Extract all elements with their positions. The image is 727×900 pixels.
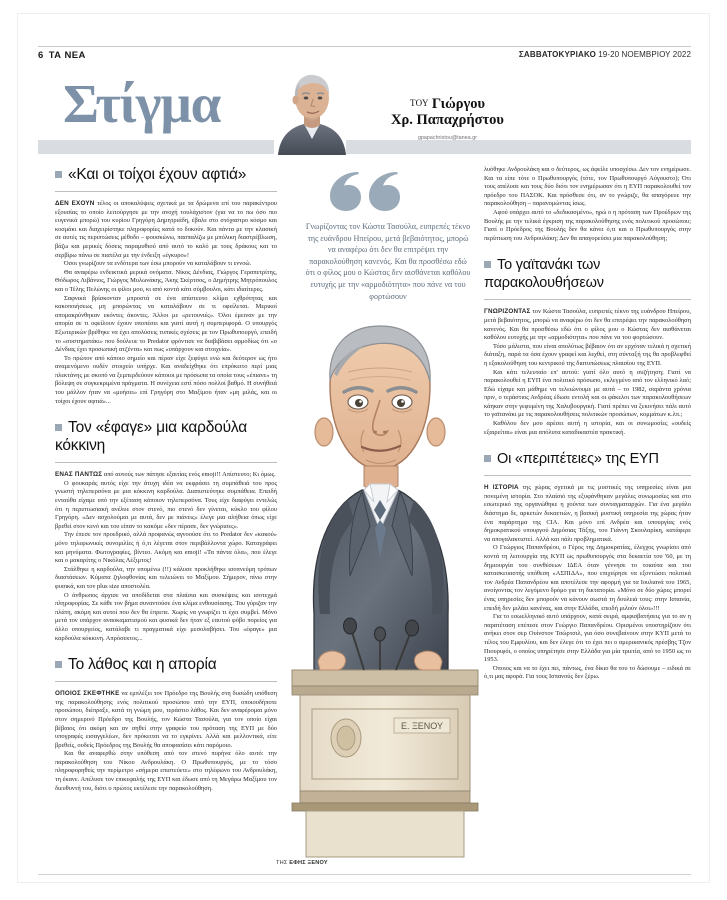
- paragraph-text: της χώρας σχετικά με τις μυστικές της υπηρεσίες είναι μια πονεμένη ιστορία. Στο πλαίσιό της εξυφάνθηκαν μεγάλες συνωμοσίες και στο εσωτερικό της οργανώθηκε η χούντα των συνταγματαρχών. Για ένα μεγάλο διάστημα δε, αρκετών δεκαετιών, η βασική μυστική υπηρεσία της χώρας ήταν ένα παράρτημα της CIA. Και μόνο επί Ανδρέα και υπουργίας ενός δημοκρατικού υπουργού Δημόσιας Τάξης, του Γιάννη Σκουλαρίκη, κατάφερε να απογαλακτιστεί. Αλλά και πάλι προβληματικά.: [484, 484, 691, 543]
- editorial-illustration: [290, 314, 480, 859]
- headline-rule: [484, 299, 691, 300]
- paragraph-text: τον Κώστα Τασούλα, ευπρεπές τέκνο της ευάνδρου Ηπείρου, μετά βεβαιότητος, μπορώ να αναφέρω ότι δεν θα επιτρέψει την παρακολούθηση κανενός. Και θα προσθέσω εδώ ότι ο φίλος μου ο Κώστας δεν αισθάνεται καθόλου ευτυχής με την «αρμοδιότητα» που πάνε να του φορτώσουν.: [484, 308, 691, 342]
- headline-rule: [55, 462, 277, 463]
- square-bullet-icon: [484, 455, 491, 462]
- paragraph: [484, 343, 691, 369]
- paragraph: [55, 200, 277, 260]
- paragraph-text: να εμπλέξει τον Πρόεδρο της Βουλής στη δυσώδη υπόθεση της παρακολούθησης ενός πολιτικού προσώπου από την ΕΥΠ, οποιουδήποτε προσώπου, διέπραξε, κατά τη γνώμη μου, τεράστιο λάθος. Και δεν αναφέρομαι μόνο στον σημερινό Πρόεδρο της Βουλής, τον Κώστα Τασούλα, για τον οποίο είχαι βέβαιος ότι ακόμη και αν σηθεί στην γραφείο του πρόταση της ΕΥΠ με δύο υπογραφές εισαγγελέων, δεν πρόκειται να το εγκρίνει. Αλλά και μελλοντικά, είτε βρεθείς, ουδείς Πρόεδρος της Βουλής θα αποφασίσει κάτι παρόμοιο.: [55, 690, 278, 749]
- column-left: [55, 166, 277, 806]
- byline: [370, 96, 525, 141]
- paragraph-text: Αφού υπάρχει αυτό το «δεδικασμένο», ηρώ ο η πρόταση των Προέδρων της Βουλής με την τελικά έγκριση της παρακολούθησης ενός πολιτικού προσώπου; Γιατί ο Πρόεδρος της Βουλής δεν θα κάνει ό,τι και ο Πρωθυπουργός στην περίπτωση του Ανδρουλάκη; Δεν θα απαγορεύσει μια παρακολούθηση;: [484, 208, 691, 242]
- dateline-date: 19-20 ΝΟΕΜΒΡΙΟΥ 2022: [598, 50, 691, 59]
- article-section: [55, 656, 277, 793]
- paragraph-text: Τόσο μάλιστα, που είναι απολύτως βέβαιον ότι αν ερχόταν τελικά η σχετική διάταξη, παρά τα όσα έχουν γραφεί και λεχθεί, στη σύνταξή της θα προβλεφθεί η εξακολούθηση του κεντρικού της διατυπώσεως πλαισίου της ΕΥΠ.: [484, 342, 691, 367]
- paragraph-text: από αυτούς των πάτησε εξαιτίας ενός emoji!! Απίστευτο; Κι όμως.: [102, 471, 276, 479]
- paragraph-text: Καθόλου δεν μου αρέσει αυτή η ιστορία, και οι συνωμοσίες «ουδείς εξαιρείται» είναι μια απόλυτα καταδικαστέα πρακτική.: [484, 420, 691, 436]
- paragraph: [484, 665, 691, 682]
- paragraph: [484, 484, 691, 544]
- headline-text: Το λάθος και η απορία: [68, 656, 217, 674]
- paragraph-text: Σαφνικά βρίσκονταν μπροστά σε ένα απίστευτο κλίμα εχθρότητας και κακοποιήσεως μη μπορώντας να καταλάβουν σε τι οφείλεται. Μερικοί απομακρύνθηκαν εκόντες άκοντες. Άλλοι με «ρετουνιές». Όλοι έμειναν με την απορία σε τι οφείλουν έχουν υποπέσει και γιατί αυτή η συμπεριφορά. Ο υπουργός Εξωτερικών βρέθηκε να έχει απολύσεις τυπικές σχέσεις με τον Πρωθυπουργό, επειδή το «συστηματάκι» που δούλευε το Predator φρόντισε να διαβιβάσει αρμοδίως ότι «ο Δένδιας έχει προσωπική ατζέντα» και πως «υπάρχουν και στοιχεία».: [55, 294, 277, 354]
- paragraph: [55, 295, 277, 355]
- paragraph: [55, 690, 277, 750]
- article-section: [55, 166, 277, 406]
- headline-text: Τον «έφαγε» μια καρδούλα κόκκινη: [55, 419, 247, 455]
- section-headline: [55, 166, 277, 184]
- paragraph: [55, 480, 277, 532]
- paragraph-text: Στάλθηκε η καρδούλα, την υπομένω (!!) κάλυσε προκλήθηκε ισοπνεύμη τρόπων διαστάσεων. Κύματα ζηλοφθονίας και τελειώνει το Μαξίμου. Σήμερον, πίνω στην φυσικά, και τον plus size αποστολέα.: [55, 565, 277, 590]
- paragraph-text: Όσοι γνωρίζουν τα ενδότερα των έσω μπορούν να καταλάβουν τι εννοώ.: [64, 260, 252, 268]
- square-bullet-icon: [55, 424, 62, 431]
- headline-rule: [484, 475, 691, 476]
- section-headline: [55, 419, 277, 455]
- paragraph: [484, 209, 691, 243]
- paragraph-lead: ΓΝΩΡΙΖΟΝΤΑΣ: [484, 308, 531, 316]
- page-folio: [38, 50, 86, 61]
- illustrator-signature: Ε. ΞΕΝΟΥ: [400, 721, 444, 731]
- paragraph: [55, 355, 277, 407]
- paragraph-text: Και κάτι τελευταίο επ' αυτού: γιατί όλο αυτό η συζήτηση; Γιατί να παρακολουθεί η ΕΥΠ ένα πολιτικό πρόσωπο, εκλεγμένο από τον ελληνικό λαό; Εδώ είχαμε και μάθημε να τελειώνουμε με αυτά – το 1982, σαράντα χρόνια πριν, ο τεράστιος Ανδρέας έδωσε εντολή και οι φάκελοι των παρακολουθήσεων κάηκαν στην γεφυμένη της Χαλυβουργική. Γιατί πρέπει να ξεκινήσει πάλι αυτό το γαϊτανάκι με τις παρακολουθήσεις πολιτικών προσώπων, κομμάτων κ.λπ.;: [484, 368, 691, 419]
- headline-rule: [55, 681, 277, 682]
- paragraph-lead: Η ΙΣΤΟΡΙΑ: [484, 484, 519, 492]
- column-right: [484, 166, 691, 695]
- paragraph: [55, 471, 277, 480]
- byline-firstname: Γιώργου: [431, 96, 486, 112]
- paragraph: [55, 531, 277, 565]
- paragraph-lead: ΟΠΟΙΟΣ ΣΚΕΦΤΗΚΕ: [55, 690, 120, 698]
- pull-quote-text: Γνωρίζοντας τον Κώστα Τασούλα, ευπρεπές τέκνο της ευάνδρου Ηπείρου, μετά βεβαιότητος, μπορώ να αναφέρω ότι δεν θα επιτρέψει την παρακολούθηση κανενός. Και θα προσθέσω εδώ ότι ο φίλος μου ο Κώστας δεν αισθάνεται καθόλου ευτυχής με την «αρμοδιότητα» που πάνε να του φορτώσουν: [305, 222, 471, 301]
- paragraph-text: Και θα αναφερθώ στην υπόθεση από τον στενό πυρήνα όλο αυτό: την παρακολούθηση του Νίκου Ανδρουλάκη. Ο Πρωθυπουργός, με το τόσο πληροφορηθείς την περίμετρο «σήμερα επιστεύετε» στο τηλέφωνο του Ανδρουλάκη, τη έκανε. Απέλυσε τον επικεφαλής της ΕΥΠ και έδωσε από τη Μεγάρω Μαξίμου τον διευθυντή του, διότι ο πρώτος εκτέλεσε την παρακολούθηση.: [55, 750, 277, 792]
- dateline: [519, 50, 691, 59]
- page-sheet: [18, 14, 709, 882]
- paragraph: [55, 566, 277, 592]
- section-headline: [484, 450, 691, 468]
- byline-lastname: Χρ. Παπαχρήστου: [391, 112, 504, 128]
- headline-text: Οι «περιπέτειες» της ΕΥΠ: [497, 451, 659, 468]
- illustration-podium: [292, 670, 478, 857]
- header-rule: [38, 46, 691, 47]
- paragraph-text: Την έπεσε τον προεδρικό, αλλά προφανώς αγνοούσε ότι το Predator δεν «κακού» μόνο τηλεφωνικές συνομιλίες ή ό,τι λέγεται στον περιβάλλοντα χώρο. Καταγράφει και μηνύματα. Φωτογραφίες, βίντεο. Ακόμη και emoji! «Τα πάντα όλα», που έλεγε και ο μακαρίτης ο Νικόλας Λέξιμτος!: [55, 531, 277, 565]
- credit-prefix: ΤΗΣ: [276, 860, 288, 866]
- article-section: [484, 450, 691, 682]
- quotation-mark-icon: [328, 170, 472, 212]
- illustration-credit: [276, 860, 328, 866]
- paragraph: [55, 750, 277, 793]
- square-bullet-icon: [55, 661, 62, 668]
- logo-band: [38, 140, 691, 154]
- paragraph-text: τέλος οι αποκαλύψεις σχετικά με τα δρώμενα επί του παρακέντρου εξουσίας το οποίο λειτούργησε με την ανοχή τουλάχιστον (για να το πω όσο πιο ευγενικά μπορώ) του κυρίου Γρηγόρη Δημητριάδη, έβαλε στο στόχαστρο κόσμο και κοσμάκι και διαχειρίστηκε πληροφορίες κατά το δοκούν. Και πάντα με την κλασική σε αυτές τις περιπτώσεις μέθοδο – φουσκώνω, πασπαλίζω με μπόλικη διαστρέβλωση, βάζω και μερικές δόσεις παραμυθιού από αυτό το καλό με τους δράκους και το σερβίρω πάνω σε πιατέλα με την ένδειξη «έγκυρο»!: [55, 200, 277, 259]
- paragraph-text: Το πρώτον από κάποιο σημείο και πέραν είχε ξεφύγει ενώ και δεύτερον ως ήτο αναμενόμενο ουδέν στοιχείο υπήρχε. Και αναδείχθηκε ότι επρόκειτο περί μιας πλεκτάνης με σκοπό να ξεμπερδεύουν κάποιοι με πρόσωπα τα οποία τους «έπιανε» τη βόλεψη σε συγκεκριμένα πράγματα. Η συνέχεια εστί πόσο πολλοί βαθμό. Η συνήθειά του μάλλον ήταν να «μυήσει» επί Γρηγόρη στο Μαξίμου ήταν «μη μιλάς, και οι τοίχοι έχουν αφτιά»...: [55, 354, 277, 405]
- headline-text: «Και οι τοίχοι έχουν αφτιά»: [68, 166, 247, 183]
- paper-name: ΤΑ ΝΕΑ: [48, 50, 86, 61]
- paragraph: [55, 260, 277, 269]
- article-section-continued: [484, 166, 691, 243]
- credit-name: ΕΦΗΣ ΞΕΝΟΥ: [289, 860, 328, 866]
- paragraph-text: Ο φουκαράς αυτός είχε την άτυχη ιδέα να εκφράσει τη συμπάθειά του προς γνωστή τηλεπερσόνα με μια κόκκινη καρδούλα. Διαπιστεύτηκε συμπάθεια. Επειδή ενταύθα είχαμε υπό την εξέταση κάποιον τηλεπερσόνα. Τους είχε διαφύγει εντελώς ότι η περιπτωσιακή ανέλυε στον στενό, πιο στενό δεν γίνεται, κύκλο του φίλου Γρηγόρη. «Δεν ασχολούμαι με αυτά, δεν με πιάνεις» έλεγε μια αλήθεια όπως είχε βρεθεί στον κενό και του είπαν το κακόμε «δεν πέρασε, δεν γνώρισες».: [55, 479, 277, 530]
- paragraph-text: λυόθηκε Ανδρουλάκη και ο δεύτερος, ως άφείλε υποσχέσω. Δεν τον ενημέρωσε. Και τα είπε τότε ο Πρωθυπουργός (τότε, τον Πρωθυπουργό Αύγουστο); Ότι τους απέλυσε και τους δύο διότι τον ενημέρωσαν ότι η ΕΥΠ παρακολουθεί τον πρόεδρο του ΠΑΣΟΚ. Και πρόσθεσε ότι, αν το γνώριζε, θα απαγόρευε την παρακολούθηση – παρανομώντας ίσως.: [484, 166, 691, 208]
- headline-text: Το γαϊτανάκι των παρακολουθήσεων: [484, 257, 604, 292]
- byline-prefix: ΤΟΥ: [409, 98, 429, 108]
- paragraph-text: Ο άνθρωπος άρχισε να αποδίδεται στα πλαίσια και συσκέψεις και ισοτεχμά πληροφορίας. Σε κάθε τον βήμα συναντούσε ένα κλίμα ενθουσίασης. Του γύριζαν την πλάτη, ακόμη και αυτοί που δεν θα έπρεπε. Χωρίς να γνωρίζει τι έχει συμβεί. Μόνο μετά τον υπάρχον αναοκαματισμού και φυσικά δεν ήταν εξ εαυτού φόβο πορείος για άλλο υπουργείος, κατάλαβε τι πραγματικά είχε μεσολαβήσει. Του «έφαγε» μια καρδούλα κόκκινη. Απρόσεκτος...: [55, 591, 277, 642]
- paragraph-text: Όποιος και να το έχει πει, πάντως, ένα δίκιο θα του το δώσουμε – ειδικά σε ό,τι μας αφορά. Για τους Ισπανούς δεν ξέρω.: [484, 664, 691, 681]
- paragraph: [484, 308, 691, 342]
- paragraph: [55, 269, 277, 295]
- pull-quote: [304, 170, 472, 302]
- paragraph: [55, 592, 277, 644]
- illustration-head: [315, 326, 445, 470]
- section-headline: [484, 256, 691, 292]
- dateline-weekday: ΣΑΒΒΑΤΟΚΥΡΙΑΚΟ: [518, 50, 596, 59]
- paragraph: [484, 420, 691, 437]
- square-bullet-icon: [55, 171, 62, 178]
- byline-email[interactable]: gpapachristou@tanea.gr: [417, 135, 478, 141]
- paragraph: [484, 613, 691, 665]
- article-section: [484, 256, 691, 437]
- headline-rule: [55, 191, 277, 192]
- folio-number: 6: [38, 50, 44, 61]
- paragraph: [484, 369, 691, 421]
- paragraph-text: Ο Γεώργιος Παπανδρέου, ο Γέρος της Δημοκρατίας, έλεγχος γνωρίσει από κοντά τη λειτουργία της ΚΥΠ ως πρωθυπουργός στα δεκαετία του '60, με τη δημιουργία του συνθέσεων ΙΔΕΑ όταν γέννησε το τοιαύτα και του κατασκευαστής υπόθεση «ΑΣΠΙΔΑ», που επιχείρησε να εξοντώσει πολιτικά τον Ανδρέα Παπανδρέου και αποτέλεσε την αφορμή για τα Ιουλιανά του 1965, ανοίγοντας τον λεγόμενο δρόμο για τη δικτατορία. «Μόνο σε δύο χώρες μπορεί ένας υπηρεσίες δεν μπορούν να κάνουν σωστά τη δουλειά τους: στην Ισπανία, επειδή δεν μιλάει κανένας, και στην Ελλάδα, επειδή μιλούν όλοι»!!!: [484, 544, 691, 612]
- article-section: [55, 419, 277, 643]
- paragraph-lead: ΕΝΑΣ ΠΑΝΤΩΣ: [55, 471, 103, 479]
- paragraph: [484, 166, 691, 209]
- author-photo: [274, 69, 346, 155]
- column-logo: Στίγμα: [63, 73, 221, 134]
- paragraph-text: Θα αναφέρω ενδεικτικά μερικά ονόματα. Νίκος Δένδιας, Γιώργος Γεραπετρίτης, Θόδωρος Λιβάνιος, Γιώργος Μυλωνάκης, Άκης Σκέρτσος, ο Δημήτρης Μητρόπουλος και ο Τέλης Πελώνης οι φίλοι μου, κι από κοντά κάτι σύμβουλοι, κάτι ιδιαίτερες.: [55, 268, 277, 293]
- paragraph-lead: ΔΕΝ ΕΧΟΥΝ: [55, 200, 95, 207]
- square-bullet-icon: [484, 261, 491, 268]
- paragraph: [484, 544, 691, 613]
- footer-rule: [38, 874, 691, 875]
- section-headline: [55, 656, 277, 674]
- paragraph-text: Για το εσωελληνικό αυτό υπάρχουν, κατά σειρά, αμφισβατήσεις για το αν η παρατέταση επέπεσε στον Γεώργιο Παπανδρέου. Ορισμένοι υποστηρίζουν ότι ανήκει στον σερ Ουίνστον Τσώρτσιλ, για όσο συνεβαίνουν στην ΚΥΠ μετά το τέλος του Εμφυλίου, και δεν έλεγε ότι το έχει πει ο αμερικανικός πρέσβης Τζον Πιουριφόι, ο οποίος υπηρέτησε στην Ελλάδα για μία τριετία, από το 1950 ως το 1953.: [484, 613, 691, 664]
